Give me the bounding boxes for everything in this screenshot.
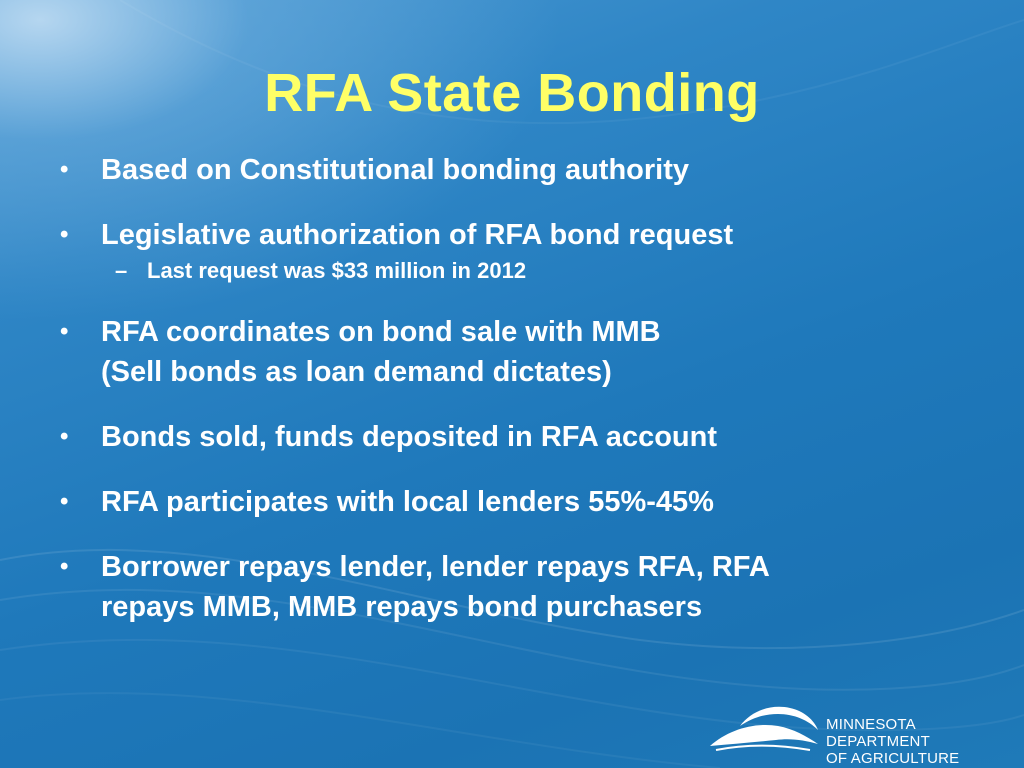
- bullet-text: Bonds sold, funds deposited in RFA account: [101, 421, 717, 453]
- bullet-icon: •: [60, 423, 69, 450]
- bullet-text-line: repays MMB, MMB repays bond purchasers: [101, 591, 703, 623]
- bullet-icon: •: [60, 488, 69, 515]
- bullet-icon: •: [60, 318, 69, 345]
- bullet-text: Based on Constitutional bonding authority: [101, 154, 690, 186]
- sub-bullet-item: [101, 255, 956, 287]
- logo-text-line: MINNESOTA DEPARTMENT: [826, 716, 930, 750]
- dash-icon: –: [115, 258, 128, 283]
- logo-text-line: OF AGRICULTURE: [826, 750, 960, 767]
- bullet-item: [56, 215, 956, 287]
- bullet-text-line: Borrower repays lender, lender repays RFA, RFA: [101, 551, 770, 583]
- bullet-item: [56, 150, 956, 190]
- bullet-item: [56, 482, 956, 522]
- bullet-icon: •: [60, 156, 69, 183]
- bullet-text-line: RFA coordinates on bond sale with MMB: [101, 316, 661, 348]
- logo-wordmark: [826, 716, 1016, 767]
- bullet-text-line: (Sell bonds as loan demand dictates): [101, 356, 612, 388]
- bullet-list: [56, 150, 956, 652]
- sub-bullet-text: Last request was $33 million in 2012: [147, 258, 527, 283]
- bullet-text: RFA participates with local lenders 55%-45%: [101, 486, 714, 518]
- bullet-icon: •: [60, 221, 69, 248]
- bullet-item: [56, 547, 956, 627]
- slide-title: RFA State Bonding: [264, 63, 760, 123]
- bullet-item: [56, 417, 956, 457]
- bullet-icon: •: [60, 553, 69, 580]
- bullet-text: Legislative authorization of RFA bond request: [101, 219, 734, 251]
- mda-logo: [706, 700, 1016, 767]
- wave-logo-icon: [706, 700, 822, 752]
- bullet-item: [56, 312, 956, 392]
